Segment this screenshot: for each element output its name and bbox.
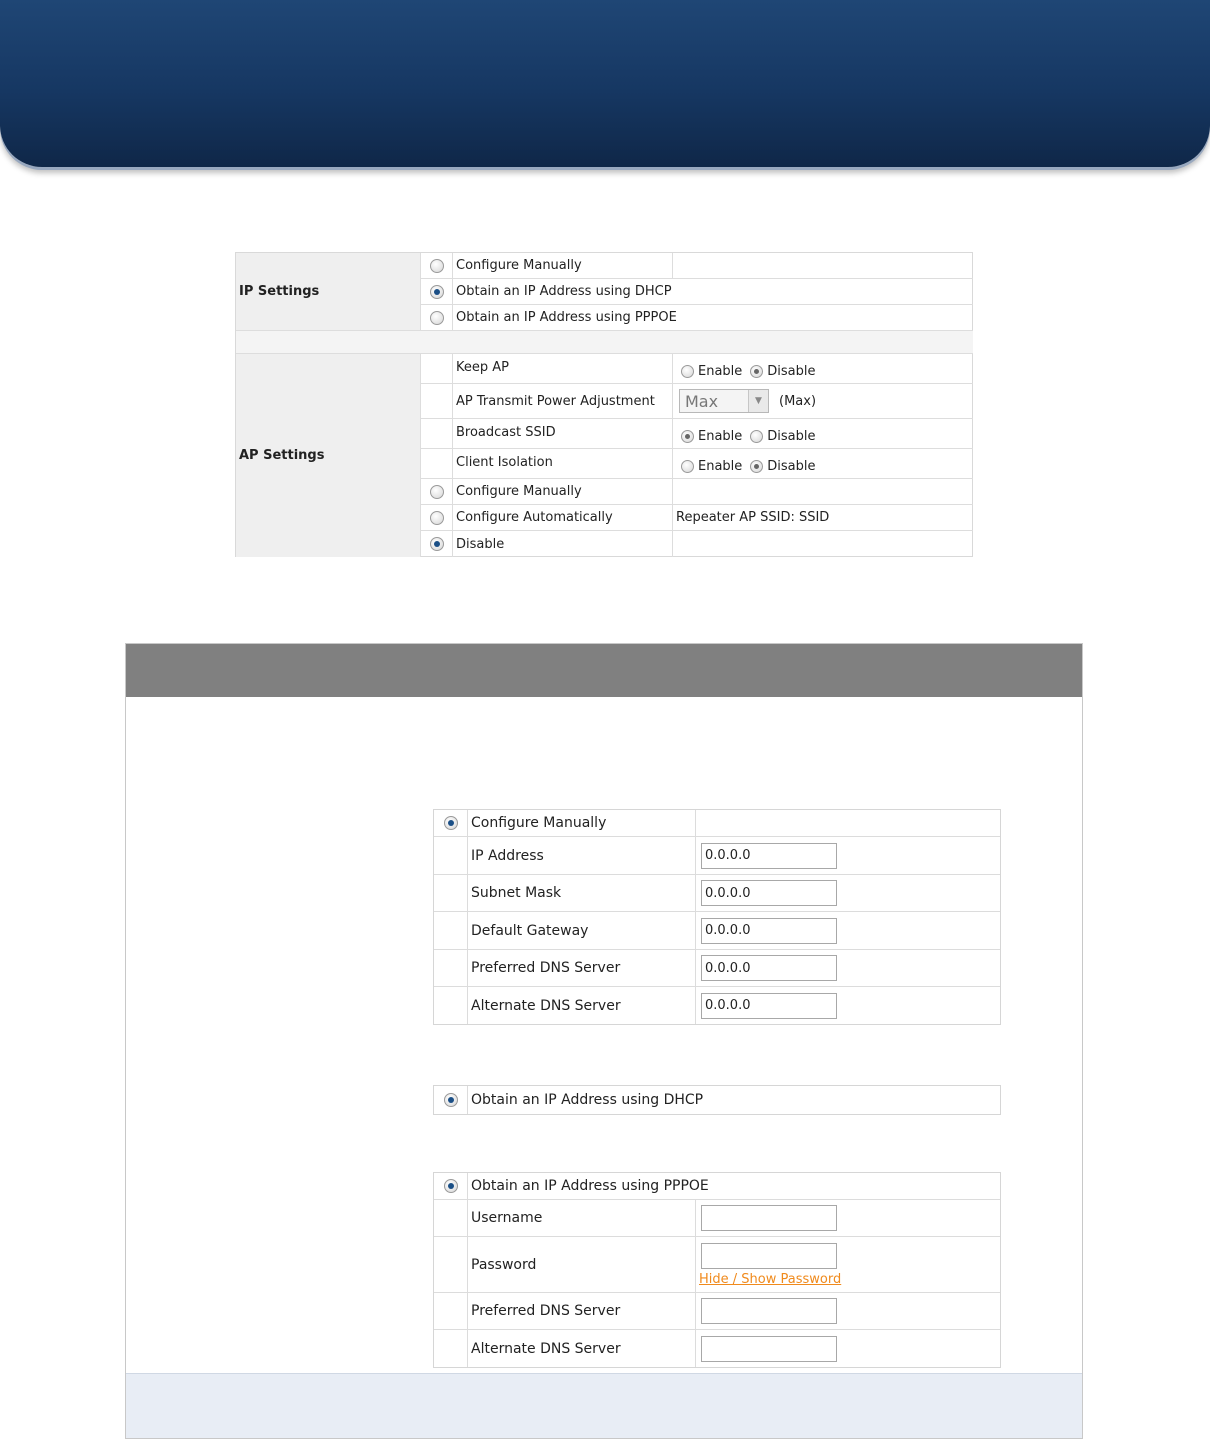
ssid-icon-cell xyxy=(421,419,453,449)
default-gateway-label: Default Gateway xyxy=(468,912,696,949)
power-note: (Max) xyxy=(779,393,817,409)
ap-disable-label: Disable xyxy=(453,531,673,557)
power-value-cell xyxy=(673,384,973,419)
radio-selected-icon xyxy=(444,816,458,830)
radio-icon xyxy=(430,259,444,273)
username-label: Username xyxy=(468,1200,696,1236)
pppoe-header-row xyxy=(434,1173,1000,1200)
ssid-enable-label: Enable xyxy=(698,429,743,444)
pppoe-alternate-dns-label: Alternate DNS Server xyxy=(468,1330,696,1367)
broadcast-ssid-options xyxy=(673,419,973,449)
ip-dhcp-label: Obtain an IP Address using DHCP xyxy=(453,279,973,305)
radio-icon xyxy=(430,311,444,325)
preferred-dns-label: Preferred DNS Server xyxy=(468,950,696,986)
ip-manual-label: Configure Manually xyxy=(453,253,673,279)
power-icon-cell xyxy=(421,384,453,419)
subnet-mask-label: Subnet Mask xyxy=(468,875,696,911)
panel-header xyxy=(126,644,1082,697)
power-select[interactable] xyxy=(679,389,769,413)
table-row xyxy=(434,1200,1000,1237)
pppoe-preferred-dns-label: Preferred DNS Server xyxy=(468,1293,696,1329)
chevron-down-icon: ▼ xyxy=(748,390,768,412)
table-row xyxy=(434,912,1000,950)
pppoe-alternate-dns-input[interactable] xyxy=(701,1336,837,1362)
ip-pppoe-radio[interactable] xyxy=(421,305,453,331)
keep-ap-enable-label: Enable xyxy=(698,364,743,379)
isolation-enable-label: Enable xyxy=(698,459,743,474)
keep-ap-disable-radio[interactable] xyxy=(750,365,763,378)
empty-icon-cell xyxy=(434,1237,468,1292)
ssid-disable-label: Disable xyxy=(767,429,816,444)
empty-icon-cell xyxy=(434,912,468,949)
empty-icon-cell xyxy=(434,987,468,1024)
ap-disable-radio[interactable] xyxy=(421,531,453,557)
dhcp-table xyxy=(433,1085,1001,1115)
repeater-ssid-info: Repeater AP SSID: SSID xyxy=(673,505,973,531)
ip-settings-label: IP Settings xyxy=(236,253,421,331)
pppoe-preferred-dns-input[interactable] xyxy=(701,1298,837,1324)
table-row xyxy=(434,1330,1000,1367)
ip-address-input[interactable] xyxy=(701,843,837,869)
hide-show-password-link[interactable]: Hide / Show Password xyxy=(699,1271,842,1287)
empty-icon-cell xyxy=(434,950,468,986)
alternate-dns-label: Alternate DNS Server xyxy=(468,987,696,1024)
isolation-icon-cell xyxy=(421,449,453,479)
ap-manual-label: Configure Manually xyxy=(453,479,673,505)
dhcp-header-label: Obtain an IP Address using DHCP xyxy=(471,1092,704,1108)
spacer-row xyxy=(236,331,973,354)
ip-manual-empty xyxy=(673,253,973,279)
ip-manual-radio[interactable] xyxy=(421,253,453,279)
table-row xyxy=(434,837,1000,875)
dhcp-header-row xyxy=(434,1086,1000,1114)
power-select-value: Max xyxy=(685,391,719,411)
password-label: Password xyxy=(468,1237,696,1292)
ip-pppoe-label: Obtain an IP Address using PPPOE xyxy=(453,305,973,331)
keep-ap-options xyxy=(673,354,973,384)
power-label: AP Transmit Power Adjustment xyxy=(453,384,673,419)
ap-manual-radio[interactable] xyxy=(421,479,453,505)
client-isolation-label: Client Isolation xyxy=(453,449,673,479)
ip-dhcp-radio[interactable] xyxy=(421,279,453,305)
radio-selected-icon xyxy=(444,1179,458,1193)
keep-ap-disable-label: Disable xyxy=(767,364,816,379)
repeater-settings-table xyxy=(235,252,973,557)
subnet-mask-input[interactable] xyxy=(701,880,837,906)
alternate-dns-input[interactable] xyxy=(701,993,837,1019)
broadcast-ssid-label: Broadcast SSID xyxy=(453,419,673,449)
ap-auto-radio[interactable] xyxy=(421,505,453,531)
ap-disable-info xyxy=(673,531,973,557)
ap-auto-label: Configure Automatically xyxy=(453,505,673,531)
empty-icon-cell xyxy=(434,1293,468,1329)
radio-selected-icon xyxy=(430,285,444,299)
username-input[interactable] xyxy=(701,1205,837,1231)
radio-selected-icon xyxy=(430,537,444,551)
keep-ap-icon-cell xyxy=(421,354,453,384)
manual-config-table xyxy=(433,809,1001,1025)
header-banner xyxy=(0,0,1210,167)
radio-icon xyxy=(430,511,444,525)
empty-icon-cell xyxy=(434,837,468,874)
manual-header-empty xyxy=(696,810,1000,836)
keep-ap-enable-radio[interactable] xyxy=(681,365,694,378)
empty-icon-cell xyxy=(434,1330,468,1367)
client-isolation-options xyxy=(673,449,973,479)
pppoe-radio[interactable] xyxy=(434,1173,468,1199)
manual-header-row xyxy=(434,810,1000,837)
radio-selected-icon xyxy=(444,1093,458,1107)
dhcp-radio[interactable] xyxy=(434,1086,468,1114)
ssid-disable-radio[interactable] xyxy=(750,430,763,443)
radio-icon xyxy=(430,485,444,499)
manual-header-label: Configure Manually xyxy=(468,810,696,836)
password-input[interactable] xyxy=(701,1243,837,1269)
empty-icon-cell xyxy=(434,875,468,911)
table-row xyxy=(434,950,1000,987)
table-row xyxy=(434,1293,1000,1330)
pppoe-header-label: Obtain an IP Address using PPPOE xyxy=(471,1178,709,1194)
table-row xyxy=(434,875,1000,912)
panel-footer xyxy=(126,1373,1082,1438)
default-gateway-input[interactable] xyxy=(701,918,837,944)
ap-settings-label: AP Settings xyxy=(236,354,421,557)
ap-manual-info xyxy=(673,479,973,505)
manual-radio[interactable] xyxy=(434,810,468,836)
isolation-disable-radio[interactable] xyxy=(750,460,763,473)
ip-address-label: IP Address xyxy=(468,837,696,874)
table-row xyxy=(434,1237,1000,1293)
keep-ap-label: Keep AP xyxy=(453,354,673,384)
isolation-disable-label: Disable xyxy=(767,459,816,474)
empty-icon-cell xyxy=(434,1200,468,1236)
table-row xyxy=(434,987,1000,1024)
preferred-dns-input[interactable] xyxy=(701,955,837,981)
pppoe-table xyxy=(433,1172,1001,1368)
ssid-enable-radio[interactable] xyxy=(681,430,694,443)
isolation-enable-radio[interactable] xyxy=(681,460,694,473)
